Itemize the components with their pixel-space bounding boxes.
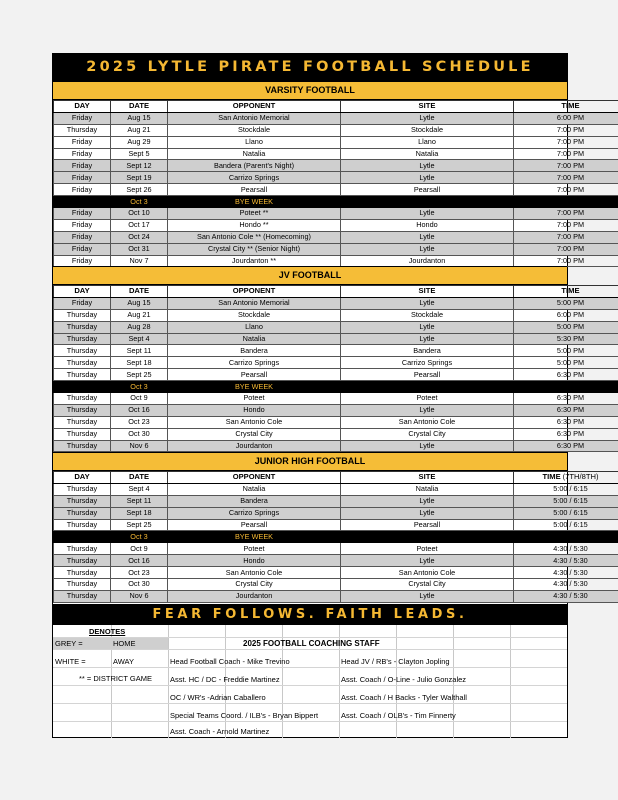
table-row [54, 357, 618, 369]
cell-date: Oct 17 [111, 219, 168, 231]
column-header: OPPONENT [168, 101, 341, 113]
cell-day: Thursday [54, 567, 111, 579]
staff-left-3: OC / WR's -Adrian Caballero [170, 693, 266, 702]
staff-title: 2025 FOOTBALL COACHING STAFF [243, 639, 380, 648]
column-header: SITE [341, 286, 514, 298]
cell-day: Friday [54, 297, 111, 309]
cell-site: Natalia [341, 148, 514, 160]
cell-opponent: Bandera [168, 495, 341, 507]
cell-date: Oct 16 [111, 555, 168, 567]
cell-opponent: Poteet [168, 393, 341, 405]
cell-opponent: San Antonio Cole ** (Homecoming) [168, 231, 341, 243]
cell-date: Aug 29 [111, 136, 168, 148]
cell-site: Pearsall [341, 184, 514, 196]
cell-day: Thursday [54, 357, 111, 369]
table-row [54, 208, 618, 220]
cell-time: 6:30 PM [514, 404, 618, 416]
cell-date: Oct 9 [111, 393, 168, 405]
cell-site: Crystal City [341, 428, 514, 440]
cell-opponent: Jourdanton [168, 590, 341, 602]
cell-day: Friday [54, 255, 111, 267]
cell-date: Oct 31 [111, 243, 168, 255]
cell-time: 5:00 PM [514, 321, 618, 333]
cell-time: 4:30 / 5:30 [514, 567, 618, 579]
cell-date: Aug 21 [111, 309, 168, 321]
cell-time: 6:00 PM [514, 309, 618, 321]
cell-date: Oct 23 [111, 416, 168, 428]
table-row [54, 590, 618, 602]
table-row [54, 309, 618, 321]
table-row [54, 345, 618, 357]
cell-day: Thursday [54, 345, 111, 357]
cell-date: Oct 10 [111, 208, 168, 220]
table-row [54, 416, 618, 428]
cell-time: 5:00 PM [514, 297, 618, 309]
cell-opponent: San Antonio Cole [168, 416, 341, 428]
cell-site: Lytle [341, 495, 514, 507]
cell-time: 7:00 PM [514, 136, 618, 148]
cell-date: Sept 5 [111, 148, 168, 160]
cell-day: Thursday [54, 519, 111, 531]
cell-day: Thursday [54, 495, 111, 507]
cell-day: Thursday [54, 507, 111, 519]
cell-time: 4:30 / 5:30 [514, 555, 618, 567]
cell-day: Thursday [54, 579, 111, 591]
cell-site: Lytle [341, 321, 514, 333]
bye-week-label: BYE WEEK [168, 381, 341, 393]
cell-time: 6:30 PM [514, 440, 618, 452]
cell-opponent: Llano [168, 321, 341, 333]
cell-date: Oct 30 [111, 428, 168, 440]
bye-week-row [54, 381, 618, 393]
cell-day: Thursday [54, 393, 111, 405]
cell-opponent: Hondo ** [168, 219, 341, 231]
cell-date: Oct 24 [111, 231, 168, 243]
legend-white-label: WHITE = [55, 657, 86, 666]
cell-date: Sept 11 [111, 345, 168, 357]
column-header: DAY [54, 286, 111, 298]
cell-opponent: San Antonio Cole [168, 567, 341, 579]
cell-site: Natalia [341, 483, 514, 495]
cell-date: Nov 6 [111, 440, 168, 452]
bye-week-date: Oct 3 [111, 531, 168, 543]
table-row [54, 321, 618, 333]
junior-high-table [53, 471, 618, 603]
column-header: TIME (7TH/8TH) [514, 472, 618, 484]
table-row [54, 543, 618, 555]
cell-day: Friday [54, 160, 111, 172]
footer-legend-staff [53, 625, 567, 738]
table-row [54, 231, 618, 243]
column-header: TIME [514, 101, 618, 113]
cell-day: Friday [54, 172, 111, 184]
cell-opponent: San Antonio Memorial [168, 112, 341, 124]
cell-site: Crystal City [341, 579, 514, 591]
table-row [54, 124, 618, 136]
cell-day: Friday [54, 231, 111, 243]
cell-time: 7:00 PM [514, 172, 618, 184]
column-header: DAY [54, 472, 111, 484]
cell-time: 5:00 / 6:15 [514, 519, 618, 531]
cell-time: 6:30 PM [514, 428, 618, 440]
table-header-row [54, 286, 618, 298]
cell-day: Friday [54, 184, 111, 196]
cell-site: Poteet [341, 393, 514, 405]
cell-time: 7:00 PM [514, 219, 618, 231]
table-row [54, 555, 618, 567]
cell-day: Thursday [54, 428, 111, 440]
cell-opponent: Jourdanton ** [168, 255, 341, 267]
cell-site: Lytle [341, 440, 514, 452]
cell-site: Carrizo Springs [341, 357, 514, 369]
table-header-row [54, 472, 618, 484]
cell-day: Friday [54, 112, 111, 124]
cell-opponent: Crystal City ** (Senior Night) [168, 243, 341, 255]
table-row [54, 160, 618, 172]
cell-opponent: Hondo [168, 555, 341, 567]
cell-day: Friday [54, 208, 111, 220]
column-header: DAY [54, 101, 111, 113]
cell-time: 7:00 PM [514, 255, 618, 267]
table-row [54, 393, 618, 405]
cell-date: Oct 16 [111, 404, 168, 416]
cell-day: Friday [54, 148, 111, 160]
cell-day: Thursday [54, 124, 111, 136]
cell-site: Stockdale [341, 309, 514, 321]
cell-date: Sept 18 [111, 507, 168, 519]
varsity-section-title: VARSITY FOOTBALL [53, 81, 567, 100]
cell-site: San Antonio Cole [341, 567, 514, 579]
varsity-table [53, 100, 618, 267]
schedule-title: 2025 LYTLE PIRATE FOOTBALL SCHEDULE [53, 54, 567, 81]
cell-site: Lytle [341, 297, 514, 309]
cell-day: Thursday [54, 369, 111, 381]
cell-opponent: Stockdale [168, 124, 341, 136]
legend-white-value: AWAY [113, 657, 134, 666]
motto-banner: FEAR FOLLOWS. FAITH LEADS. [53, 604, 567, 625]
cell-site: Lytle [341, 333, 514, 345]
table-row [54, 519, 618, 531]
legend-grey-value: HOME [111, 638, 168, 649]
cell-day: Thursday [54, 309, 111, 321]
table-row [54, 219, 618, 231]
cell-date: Nov 7 [111, 255, 168, 267]
cell-time: 4:30 / 5:30 [514, 579, 618, 591]
cell-time: 6:30 PM [514, 416, 618, 428]
table-row [54, 369, 618, 381]
table-row [54, 495, 618, 507]
cell-site: Poteet [341, 543, 514, 555]
cell-site: Lytle [341, 208, 514, 220]
bye-week-date: Oct 3 [111, 196, 168, 208]
cell-opponent: Natalia [168, 148, 341, 160]
cell-date: Sept 4 [111, 333, 168, 345]
cell-time: 5:30 PM [514, 333, 618, 345]
cell-date: Nov 6 [111, 590, 168, 602]
cell-date: Sept 11 [111, 495, 168, 507]
legend-grey-label: GREY = [53, 638, 111, 649]
cell-time: 5:00 / 6:15 [514, 483, 618, 495]
cell-opponent: Natalia [168, 333, 341, 345]
cell-time: 6:30 PM [514, 369, 618, 381]
legend-district: ** = DISTRICT GAME [79, 674, 153, 683]
jv-table [53, 285, 618, 452]
cell-time: 5:00 PM [514, 345, 618, 357]
staff-right-3: Asst. Coach / H Backs - Tyler Walthall [341, 693, 467, 702]
cell-date: Sept 25 [111, 369, 168, 381]
cell-time: 7:00 PM [514, 148, 618, 160]
table-row [54, 112, 618, 124]
cell-site: Lytle [341, 590, 514, 602]
table-row [54, 297, 618, 309]
cell-date: Aug 15 [111, 112, 168, 124]
column-header: SITE [341, 472, 514, 484]
cell-time: 7:00 PM [514, 243, 618, 255]
cell-opponent: Hondo [168, 404, 341, 416]
cell-day: Thursday [54, 543, 111, 555]
column-header: TIME [514, 286, 618, 298]
cell-day: Thursday [54, 333, 111, 345]
cell-site: Lytle [341, 555, 514, 567]
cell-date: Sept 4 [111, 483, 168, 495]
cell-site: Hondo [341, 219, 514, 231]
staff-left-1: Head Football Coach - Mike Trevino [170, 657, 290, 666]
cell-time: 7:00 PM [514, 184, 618, 196]
cell-site: Jourdanton [341, 255, 514, 267]
cell-site: Lytle [341, 243, 514, 255]
staff-left-4: Special Teams Coord. / ILB's - Bryan Bippert [170, 711, 319, 720]
cell-day: Friday [54, 243, 111, 255]
cell-day: Thursday [54, 555, 111, 567]
cell-day: Thursday [54, 416, 111, 428]
cell-site: Lytle [341, 112, 514, 124]
bye-week-date: Oct 3 [111, 381, 168, 393]
staff-right-1: Head JV / RB's - Clayton Jopling [341, 657, 450, 666]
cell-day: Thursday [54, 483, 111, 495]
cell-date: Oct 30 [111, 579, 168, 591]
junior-high-section-title: JUNIOR HIGH FOOTBALL [53, 452, 567, 471]
cell-time: 7:00 PM [514, 208, 618, 220]
cell-opponent: Bandera (Parent's Night) [168, 160, 341, 172]
cell-opponent: Carrizo Springs [168, 172, 341, 184]
legend-title: DENOTES [89, 627, 126, 636]
cell-site: Pearsall [341, 519, 514, 531]
cell-opponent: Crystal City [168, 428, 341, 440]
cell-date: Sept 19 [111, 172, 168, 184]
table-row [54, 428, 618, 440]
column-header: OPPONENT [168, 472, 341, 484]
cell-opponent: Poteet ** [168, 208, 341, 220]
cell-date: Aug 28 [111, 321, 168, 333]
cell-opponent: Pearsall [168, 369, 341, 381]
cell-day: Thursday [54, 590, 111, 602]
table-row [54, 184, 618, 196]
cell-date: Aug 21 [111, 124, 168, 136]
cell-time: 6:00 PM [514, 112, 618, 124]
cell-opponent: Jourdanton [168, 440, 341, 452]
table-header-row [54, 101, 618, 113]
column-header: DATE [111, 101, 168, 113]
bye-week-label: BYE WEEK [168, 531, 341, 543]
staff-right-2: Asst. Coach / O-Line - Julio Gonzalez [341, 675, 467, 684]
table-row [54, 243, 618, 255]
table-row [54, 579, 618, 591]
cell-opponent: Pearsall [168, 184, 341, 196]
cell-day: Friday [54, 136, 111, 148]
cell-site: Lytle [341, 231, 514, 243]
cell-time: 4:30 / 5:30 [514, 590, 618, 602]
schedule-sheet [52, 53, 599, 738]
cell-date: Oct 23 [111, 567, 168, 579]
column-header: OPPONENT [168, 286, 341, 298]
table-row [54, 333, 618, 345]
cell-opponent: Llano [168, 136, 341, 148]
cell-time: 7:00 PM [514, 160, 618, 172]
cell-time: 4:30 / 5:30 [514, 543, 618, 555]
cell-time: 5:00 PM [514, 357, 618, 369]
cell-opponent: San Antonio Memorial [168, 297, 341, 309]
cell-time: 7:00 PM [514, 231, 618, 243]
cell-time: 5:00 / 6:15 [514, 495, 618, 507]
column-header: DATE [111, 286, 168, 298]
bye-week-label: BYE WEEK [168, 196, 341, 208]
cell-opponent: Crystal City [168, 579, 341, 591]
table-row [54, 148, 618, 160]
cell-time: 6:30 PM [514, 393, 618, 405]
table-row [54, 483, 618, 495]
cell-date: Oct 9 [111, 543, 168, 555]
table-row [54, 136, 618, 148]
table-row [54, 172, 618, 184]
cell-opponent: Carrizo Springs [168, 507, 341, 519]
cell-time: 7:00 PM [514, 124, 618, 136]
column-header: DATE [111, 472, 168, 484]
table-row [54, 440, 618, 452]
cell-opponent: Natalia [168, 483, 341, 495]
cell-date: Sept 18 [111, 357, 168, 369]
table-row [54, 507, 618, 519]
cell-opponent: Carrizo Springs [168, 357, 341, 369]
table-row [54, 567, 618, 579]
cell-date: Sept 12 [111, 160, 168, 172]
cell-site: Stockdale [341, 124, 514, 136]
cell-opponent: Pearsall [168, 519, 341, 531]
cell-site: Lytle [341, 160, 514, 172]
staff-right-4: Asst. Coach / OLB's - Tim Finnerty [341, 711, 456, 720]
cell-site: San Antonio Cole [341, 416, 514, 428]
cell-site: Lytle [341, 172, 514, 184]
cell-opponent: Poteet [168, 543, 341, 555]
cell-day: Thursday [54, 404, 111, 416]
cell-site: Pearsall [341, 369, 514, 381]
cell-time: 5:00 / 6:15 [514, 507, 618, 519]
bye-week-row [54, 531, 618, 543]
cell-opponent: Bandera [168, 345, 341, 357]
cell-site: Lytle [341, 404, 514, 416]
cell-opponent: Stockdale [168, 309, 341, 321]
cell-date: Sept 26 [111, 184, 168, 196]
cell-day: Thursday [54, 321, 111, 333]
cell-date: Sept 25 [111, 519, 168, 531]
jv-section-title: JV FOOTBALL [53, 266, 567, 285]
cell-site: Lytle [341, 507, 514, 519]
cell-day: Thursday [54, 440, 111, 452]
column-header: SITE [341, 101, 514, 113]
cell-day: Friday [54, 219, 111, 231]
bye-week-row [54, 196, 618, 208]
cell-site: Llano [341, 136, 514, 148]
cell-date: Aug 15 [111, 297, 168, 309]
staff-left-2: Asst. HC / DC - Freddie Martinez [170, 675, 280, 684]
table-row [54, 404, 618, 416]
staff-left-5: Asst. Coach - Arnold Martinez [170, 727, 270, 736]
cell-site: Bandera [341, 345, 514, 357]
